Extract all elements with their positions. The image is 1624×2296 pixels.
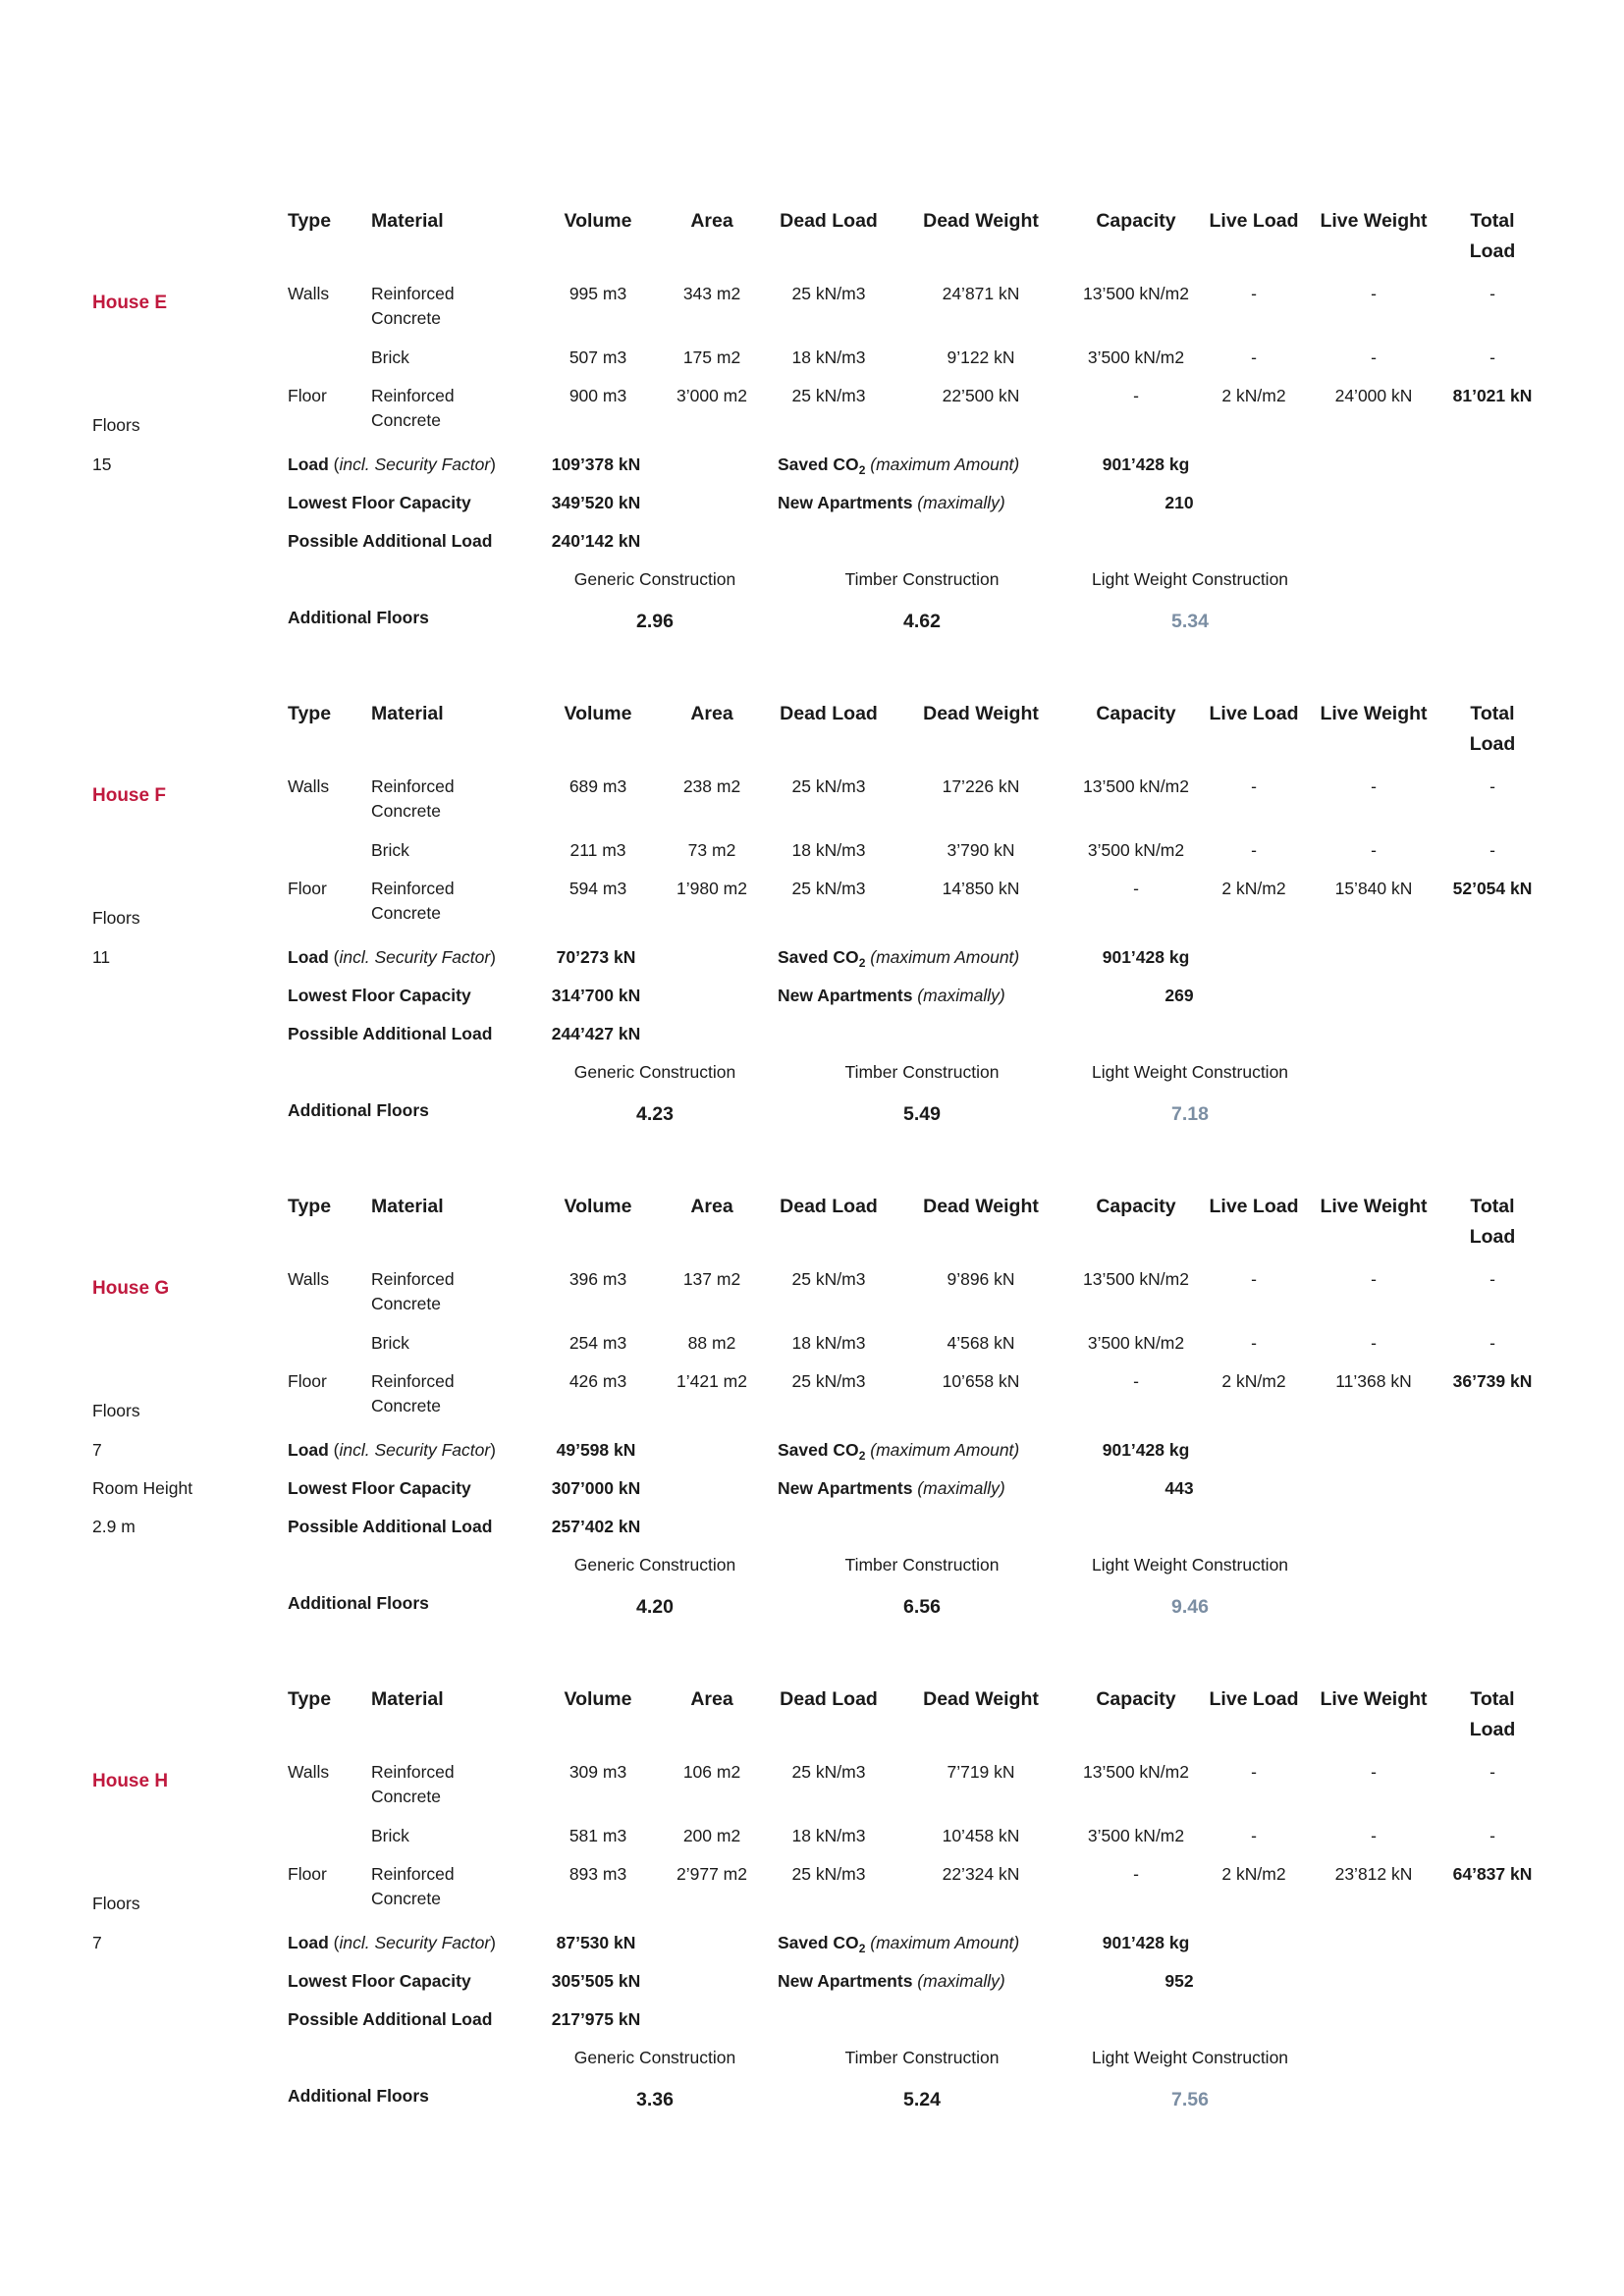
- floors-value: 7: [92, 1440, 102, 1460]
- possible-additional-load-label: Possible Additional Load: [288, 2009, 493, 2029]
- row-material: Reinforced: [371, 1864, 455, 1884]
- additional-floors-label: Additional Floors: [288, 1100, 429, 1120]
- row-dead-load: 25 kN/m3: [791, 1371, 866, 1391]
- header-total: Total: [1470, 703, 1515, 724]
- row-material: Reinforced: [371, 1269, 455, 1289]
- new-apartments-label-italic: (maximally): [912, 1971, 1005, 1991]
- header-material: Material: [371, 1196, 444, 1217]
- row-live-weight: -: [1371, 776, 1377, 796]
- row-capacity: -: [1133, 1864, 1139, 1884]
- saved-co2-label-italic: (maximum Amount): [865, 1440, 1020, 1460]
- room-height-label: Room Height: [92, 1478, 193, 1498]
- row-live-weight: 23’812 kN: [1334, 1864, 1413, 1884]
- timber-construction-label: Timber Construction: [844, 1555, 1000, 1575]
- generic-construction-label: Generic Construction: [573, 1555, 736, 1575]
- row-material: Reinforced: [371, 1762, 455, 1782]
- header-live-load: Live Load: [1209, 210, 1299, 232]
- header-type: Type: [288, 1196, 332, 1217]
- load-label-close: ): [490, 947, 496, 967]
- load-label-italic: incl. Security Factor: [339, 947, 491, 967]
- row-live-load: 2 kN/m2: [1221, 386, 1286, 405]
- saved-co2-label: [778, 452, 1019, 479]
- row-total-load: 64’837 kN: [1452, 1864, 1533, 1884]
- lowest-floor-capacity-value: 314’700 kN: [551, 986, 641, 1005]
- possible-additional-load-value: 217’975 kN: [551, 2009, 641, 2029]
- row-total-load: -: [1489, 840, 1495, 860]
- light-weight-construction-label: Light Weight Construction: [1091, 1062, 1289, 1082]
- saved-co2-subscript: 2: [858, 1449, 866, 1463]
- floors-label: Floors: [92, 1894, 140, 1913]
- row-capacity: -: [1133, 386, 1139, 405]
- floors-value: 11: [92, 947, 111, 967]
- load-label-open: (: [328, 947, 340, 967]
- new-apartments-label-text: New Apartments: [778, 1971, 913, 1991]
- row-material: Reinforced: [371, 776, 455, 796]
- row-total-load: 36’739 kN: [1452, 1371, 1533, 1391]
- row-capacity: 13’500 kN/m2: [1083, 1762, 1189, 1782]
- saved-co2-label: [778, 1437, 1019, 1465]
- header-volume: Volume: [564, 1688, 632, 1710]
- lowest-floor-capacity-label: Lowest Floor Capacity: [288, 986, 471, 1005]
- row-material: Concrete: [371, 801, 442, 821]
- header-live-load: Live Load: [1209, 1196, 1299, 1217]
- row-dead-weight: 7’719 kN: [947, 1762, 1015, 1782]
- header-capacity: Capacity: [1096, 210, 1176, 232]
- header-material: Material: [371, 1688, 444, 1710]
- row-material: Brick: [371, 1826, 409, 1845]
- new-apartments-label-italic: (maximally): [912, 986, 1005, 1005]
- additional-floors-timber: 4.62: [903, 611, 941, 632]
- load-label: [288, 944, 496, 970]
- saved-co2-subscript: 2: [858, 956, 866, 970]
- row-volume: 594 m3: [568, 879, 627, 898]
- row-dead-weight: 24’871 kN: [942, 284, 1020, 303]
- row-dead-weight: 4’568 kN: [947, 1333, 1015, 1353]
- row-area: 88 m2: [687, 1333, 736, 1353]
- header-area: Area: [690, 1196, 733, 1217]
- saved-co2-subscript: 2: [858, 463, 866, 477]
- row-live-load: -: [1251, 1826, 1257, 1845]
- row-material: Concrete: [371, 1294, 442, 1313]
- header-total-load: Load: [1469, 733, 1516, 755]
- load-value: 49’598 kN: [556, 1440, 636, 1460]
- header-live-weight: Live Weight: [1320, 210, 1428, 232]
- lowest-floor-capacity-label: Lowest Floor Capacity: [288, 493, 471, 512]
- additional-floors-label: Additional Floors: [288, 608, 429, 627]
- floors-label: Floors: [92, 415, 140, 435]
- row-dead-load: 18 kN/m3: [791, 840, 866, 860]
- row-capacity: 3’500 kN/m2: [1087, 1826, 1185, 1845]
- possible-additional-load-value: 257’402 kN: [551, 1517, 641, 1536]
- row-volume: 254 m3: [568, 1333, 627, 1353]
- header-dead-weight: Dead Weight: [923, 1196, 1039, 1217]
- row-capacity: 13’500 kN/m2: [1083, 776, 1189, 796]
- additional-floors-timber: 5.49: [903, 1103, 941, 1125]
- row-capacity: 13’500 kN/m2: [1083, 284, 1189, 303]
- row-material: Reinforced: [371, 879, 455, 898]
- row-capacity: 3’500 kN/m2: [1087, 347, 1185, 367]
- row-area: 106 m2: [682, 1762, 741, 1782]
- row-live-weight: 24’000 kN: [1334, 386, 1413, 405]
- header-live-weight: Live Weight: [1320, 1196, 1428, 1217]
- header-total-load: Load: [1469, 240, 1516, 262]
- saved-co2-label: [778, 1930, 1019, 1957]
- row-live-load: 2 kN/m2: [1221, 1864, 1286, 1884]
- row-total-load: 81’021 kN: [1452, 386, 1533, 405]
- row-volume: 507 m3: [568, 347, 627, 367]
- header-live-load: Live Load: [1209, 703, 1299, 724]
- generic-construction-label: Generic Construction: [573, 1062, 736, 1082]
- additional-floors-timber: 5.24: [903, 2089, 941, 2110]
- row-dead-load: 25 kN/m3: [791, 879, 866, 898]
- additional-floors-light: 7.56: [1171, 2089, 1209, 2110]
- row-dead-load: 18 kN/m3: [791, 347, 866, 367]
- header-total-load: Load: [1469, 1719, 1516, 1740]
- timber-construction-label: Timber Construction: [844, 2048, 1000, 2067]
- row-live-weight: -: [1371, 1333, 1377, 1353]
- row-live-weight: 15’840 kN: [1334, 879, 1413, 898]
- row-volume: 309 m3: [568, 1762, 627, 1782]
- row-live-weight: -: [1371, 347, 1377, 367]
- new-apartments-label: [778, 983, 1005, 1008]
- row-dead-weight: 10’658 kN: [942, 1371, 1020, 1391]
- row-total-load: -: [1489, 1269, 1495, 1289]
- row-material: Concrete: [371, 903, 442, 923]
- house-title: House G: [92, 1278, 170, 1299]
- row-live-weight: -: [1371, 840, 1377, 860]
- row-volume: 893 m3: [568, 1864, 627, 1884]
- header-area: Area: [690, 210, 733, 232]
- lowest-floor-capacity-label: Lowest Floor Capacity: [288, 1971, 471, 1991]
- header-live-weight: Live Weight: [1320, 1688, 1428, 1710]
- new-apartments-label-italic: (maximally): [912, 1478, 1005, 1498]
- floors-label: Floors: [92, 1401, 140, 1420]
- row-type: Floor: [288, 1864, 327, 1884]
- possible-additional-load-value: 244’427 kN: [551, 1024, 641, 1043]
- header-live-weight: Live Weight: [1320, 703, 1428, 724]
- row-dead-weight: 17’226 kN: [942, 776, 1020, 796]
- additional-floors-label: Additional Floors: [288, 1593, 429, 1613]
- load-value: 109’378 kN: [551, 454, 641, 474]
- header-dead-load: Dead Load: [780, 210, 878, 232]
- saved-co2-label-italic: (maximum Amount): [865, 454, 1020, 474]
- header-dead-weight: Dead Weight: [923, 210, 1039, 232]
- header-total: Total: [1470, 1196, 1515, 1217]
- load-label-close: ): [490, 1440, 496, 1460]
- row-dead-load: 25 kN/m3: [791, 1269, 866, 1289]
- row-area: 1’980 m2: [677, 879, 747, 898]
- load-value: 87’530 kN: [556, 1933, 636, 1952]
- row-material: Concrete: [371, 410, 442, 430]
- row-volume: 689 m3: [568, 776, 627, 796]
- row-volume: 426 m3: [568, 1371, 627, 1391]
- saved-co2-value: 901’428 kg: [1102, 947, 1190, 967]
- generic-construction-label: Generic Construction: [573, 2048, 736, 2067]
- row-volume: 581 m3: [568, 1826, 627, 1845]
- header-type: Type: [288, 703, 332, 724]
- house-section: [0, 1194, 1624, 1665]
- saved-co2-label-text: Saved CO: [778, 454, 859, 474]
- row-dead-weight: 22’500 kN: [942, 386, 1020, 405]
- saved-co2-value: 901’428 kg: [1102, 1440, 1190, 1460]
- row-dead-weight: 22’324 kN: [942, 1864, 1020, 1884]
- possible-additional-load-label: Possible Additional Load: [288, 1024, 493, 1043]
- row-live-load: 2 kN/m2: [1221, 1371, 1286, 1391]
- header-volume: Volume: [564, 703, 632, 724]
- row-live-weight: -: [1371, 1269, 1377, 1289]
- row-area: 73 m2: [687, 840, 736, 860]
- row-material: Brick: [371, 1333, 409, 1353]
- row-material: Brick: [371, 840, 409, 860]
- row-material: Concrete: [371, 1396, 442, 1415]
- row-type: Floor: [288, 1371, 327, 1391]
- row-dead-load: 18 kN/m3: [791, 1826, 866, 1845]
- header-volume: Volume: [564, 210, 632, 232]
- row-dead-load: 25 kN/m3: [791, 1864, 866, 1884]
- row-volume: 396 m3: [568, 1269, 627, 1289]
- header-volume: Volume: [564, 1196, 632, 1217]
- load-label-bold: Load: [288, 947, 329, 967]
- row-type: Walls: [288, 284, 330, 303]
- load-label-open: (: [328, 454, 340, 474]
- header-area: Area: [690, 1688, 733, 1710]
- row-total-load: -: [1489, 1826, 1495, 1845]
- additional-floors-light: 9.46: [1171, 1596, 1209, 1618]
- row-dead-load: 25 kN/m3: [791, 386, 866, 405]
- row-live-load: -: [1251, 840, 1257, 860]
- row-total-load: 52’054 kN: [1452, 879, 1533, 898]
- row-dead-weight: 3’790 kN: [947, 840, 1015, 860]
- new-apartments-label-text: New Apartments: [778, 986, 913, 1005]
- row-area: 1’421 m2: [677, 1371, 747, 1391]
- additional-floors-label: Additional Floors: [288, 2086, 429, 2106]
- load-label-open: (: [328, 1933, 340, 1952]
- load-label-bold: Load: [288, 454, 329, 474]
- row-capacity: -: [1133, 879, 1139, 898]
- header-material: Material: [371, 703, 444, 724]
- header-total-load: Load: [1469, 1226, 1516, 1248]
- floors-label: Floors: [92, 908, 140, 928]
- row-material: Brick: [371, 347, 409, 367]
- row-type: Walls: [288, 1269, 330, 1289]
- header-dead-load: Dead Load: [780, 703, 878, 724]
- saved-co2-label-text: Saved CO: [778, 1933, 859, 1952]
- saved-co2-label-italic: (maximum Amount): [865, 947, 1020, 967]
- generic-construction-label: Generic Construction: [573, 569, 736, 589]
- floors-value: 15: [92, 454, 112, 474]
- load-label-italic: incl. Security Factor: [339, 1440, 491, 1460]
- new-apartments-value: 210: [1164, 493, 1194, 512]
- row-live-weight: -: [1371, 1826, 1377, 1845]
- load-label-close: ): [490, 454, 496, 474]
- row-live-load: 2 kN/m2: [1221, 879, 1286, 898]
- room-height-value: 2.9 m: [92, 1517, 135, 1536]
- header-type: Type: [288, 1688, 332, 1710]
- row-capacity: -: [1133, 1371, 1139, 1391]
- saved-co2-subscript: 2: [858, 1942, 866, 1955]
- row-dead-load: 25 kN/m3: [791, 1762, 866, 1782]
- header-dead-load: Dead Load: [780, 1196, 878, 1217]
- row-dead-weight: 10’458 kN: [942, 1826, 1020, 1845]
- row-dead-weight: 14’850 kN: [942, 879, 1020, 898]
- row-volume: 900 m3: [568, 386, 627, 405]
- row-volume: 995 m3: [568, 284, 627, 303]
- row-live-weight: 11’368 kN: [1335, 1371, 1412, 1391]
- house-title: House H: [92, 1771, 169, 1791]
- new-apartments-label-italic: (maximally): [912, 493, 1005, 512]
- saved-co2-label: [778, 944, 1019, 972]
- saved-co2-value: 901’428 kg: [1102, 1933, 1190, 1952]
- row-material: Reinforced: [371, 284, 455, 303]
- row-material: Reinforced: [371, 1371, 455, 1391]
- row-dead-weight: 9’896 kN: [947, 1269, 1015, 1289]
- header-dead-load: Dead Load: [780, 1688, 878, 1710]
- row-live-load: -: [1251, 776, 1257, 796]
- row-live-load: -: [1251, 1333, 1257, 1353]
- row-type: Walls: [288, 1762, 330, 1782]
- header-capacity: Capacity: [1096, 1688, 1176, 1710]
- house-section: [0, 208, 1624, 679]
- row-area: 343 m2: [682, 284, 741, 303]
- row-material: Concrete: [371, 1787, 442, 1806]
- new-apartments-label-text: New Apartments: [778, 1478, 913, 1498]
- row-type: Floor: [288, 879, 327, 898]
- row-area: 175 m2: [682, 347, 741, 367]
- additional-floors-generic: 3.36: [636, 2089, 674, 2110]
- lowest-floor-capacity-value: 305’505 kN: [551, 1971, 641, 1991]
- house-section: [0, 1686, 1624, 2158]
- load-value: 70’273 kN: [556, 947, 636, 967]
- light-weight-construction-label: Light Weight Construction: [1091, 1555, 1289, 1575]
- row-area: 238 m2: [682, 776, 741, 796]
- lowest-floor-capacity-label: Lowest Floor Capacity: [288, 1478, 471, 1498]
- load-label-italic: incl. Security Factor: [339, 1933, 491, 1952]
- new-apartments-value: 952: [1164, 1971, 1194, 1991]
- row-dead-load: 25 kN/m3: [791, 776, 866, 796]
- row-total-load: -: [1489, 284, 1495, 303]
- new-apartments-label: [778, 1475, 1005, 1501]
- row-area: 3’000 m2: [677, 386, 747, 405]
- row-total-load: -: [1489, 347, 1495, 367]
- row-live-load: -: [1251, 284, 1257, 303]
- new-apartments-label: [778, 1968, 1005, 1994]
- house-title: House E: [92, 293, 168, 313]
- floors-value: 7: [92, 1933, 102, 1952]
- load-label-close: ): [490, 1933, 496, 1952]
- additional-floors-generic: 2.96: [636, 611, 674, 632]
- timber-construction-label: Timber Construction: [844, 569, 1000, 589]
- load-label-italic: incl. Security Factor: [339, 454, 491, 474]
- header-live-load: Live Load: [1209, 1688, 1299, 1710]
- header-capacity: Capacity: [1096, 703, 1176, 724]
- header-material: Material: [371, 210, 444, 232]
- row-dead-load: 25 kN/m3: [791, 284, 866, 303]
- additional-floors-light: 5.34: [1171, 611, 1209, 632]
- row-total-load: -: [1489, 1762, 1495, 1782]
- row-type: Floor: [288, 386, 327, 405]
- additional-floors-generic: 4.20: [636, 1596, 674, 1618]
- header-capacity: Capacity: [1096, 1196, 1176, 1217]
- load-label: [288, 452, 496, 477]
- load-label: [288, 1437, 496, 1463]
- header-total: Total: [1470, 1688, 1515, 1710]
- row-live-load: -: [1251, 1762, 1257, 1782]
- saved-co2-label-text: Saved CO: [778, 947, 859, 967]
- header-area: Area: [690, 703, 733, 724]
- row-area: 2’977 m2: [677, 1864, 747, 1884]
- possible-additional-load-value: 240’142 kN: [551, 531, 641, 551]
- header-type: Type: [288, 210, 332, 232]
- row-volume: 211 m3: [569, 840, 626, 860]
- row-dead-weight: 9’122 kN: [947, 347, 1015, 367]
- load-label-open: (: [328, 1440, 340, 1460]
- load-label-bold: Load: [288, 1440, 329, 1460]
- new-apartments-value: 443: [1164, 1478, 1194, 1498]
- saved-co2-label-italic: (maximum Amount): [865, 1933, 1020, 1952]
- header-dead-weight: Dead Weight: [923, 703, 1039, 724]
- possible-additional-load-label: Possible Additional Load: [288, 531, 493, 551]
- lowest-floor-capacity-value: 307’000 kN: [551, 1478, 641, 1498]
- row-dead-load: 18 kN/m3: [791, 1333, 866, 1353]
- header-dead-weight: Dead Weight: [923, 1688, 1039, 1710]
- row-material: Concrete: [371, 1889, 442, 1908]
- row-total-load: -: [1489, 776, 1495, 796]
- row-area: 200 m2: [682, 1826, 741, 1845]
- saved-co2-label-text: Saved CO: [778, 1440, 859, 1460]
- row-live-weight: -: [1371, 284, 1377, 303]
- row-area: 137 m2: [682, 1269, 741, 1289]
- row-material: Concrete: [371, 308, 442, 328]
- load-label: [288, 1930, 496, 1955]
- new-apartments-label-text: New Apartments: [778, 493, 913, 512]
- saved-co2-value: 901’428 kg: [1102, 454, 1190, 474]
- additional-floors-light: 7.18: [1171, 1103, 1209, 1125]
- house-title: House F: [92, 785, 166, 806]
- possible-additional-load-label: Possible Additional Load: [288, 1517, 493, 1536]
- row-capacity: 3’500 kN/m2: [1087, 840, 1185, 860]
- row-live-load: -: [1251, 1269, 1257, 1289]
- additional-floors-generic: 4.23: [636, 1103, 674, 1125]
- row-type: Walls: [288, 776, 330, 796]
- lowest-floor-capacity-value: 349’520 kN: [551, 493, 641, 512]
- row-live-load: -: [1251, 347, 1257, 367]
- row-material: Reinforced: [371, 386, 455, 405]
- timber-construction-label: Timber Construction: [844, 1062, 1000, 1082]
- light-weight-construction-label: Light Weight Construction: [1091, 569, 1289, 589]
- load-label-bold: Load: [288, 1933, 329, 1952]
- row-capacity: 3’500 kN/m2: [1087, 1333, 1185, 1353]
- row-total-load: -: [1489, 1333, 1495, 1353]
- row-capacity: 13’500 kN/m2: [1083, 1269, 1189, 1289]
- new-apartments-value: 269: [1164, 986, 1194, 1005]
- new-apartments-label: [778, 490, 1005, 515]
- house-section: [0, 701, 1624, 1172]
- light-weight-construction-label: Light Weight Construction: [1091, 2048, 1289, 2067]
- additional-floors-timber: 6.56: [903, 1596, 941, 1618]
- row-live-weight: -: [1371, 1762, 1377, 1782]
- header-total: Total: [1470, 210, 1515, 232]
